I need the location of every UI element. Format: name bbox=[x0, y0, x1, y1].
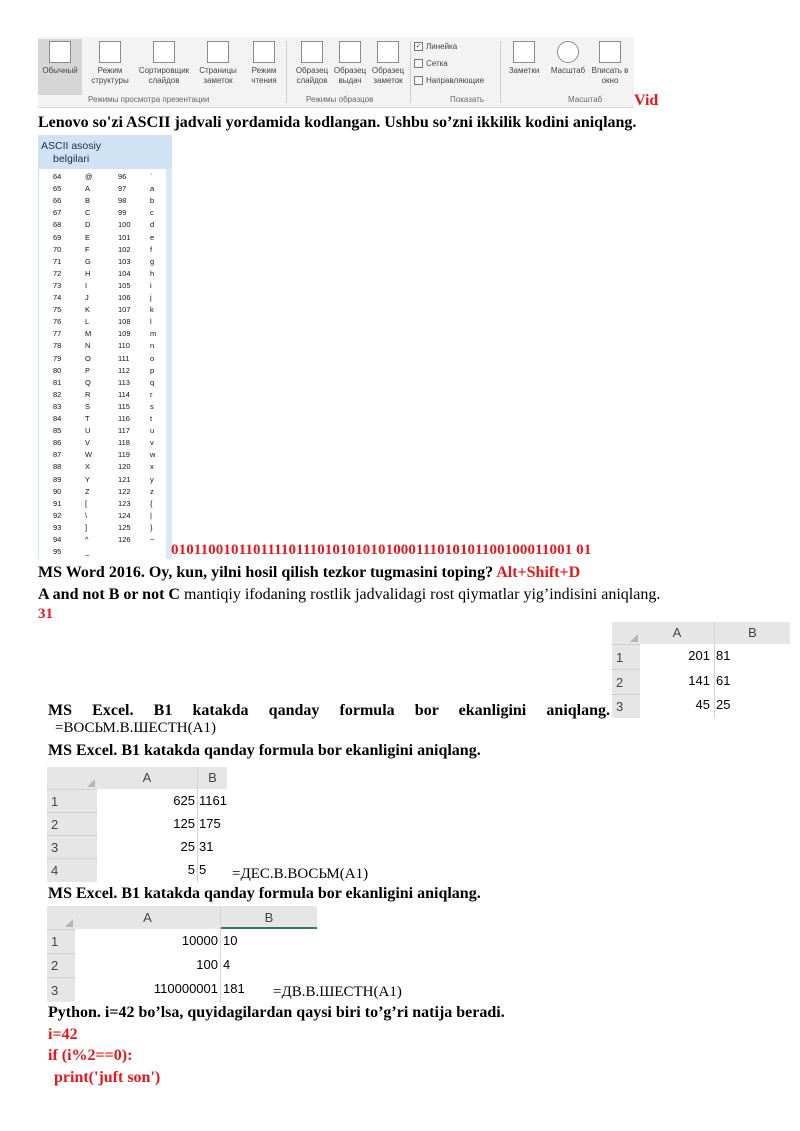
ascii-char: @ bbox=[85, 172, 93, 181]
code-line-1: i=42 bbox=[48, 1026, 78, 1043]
cell-b1[interactable]: 1161 bbox=[199, 793, 227, 808]
ascii-char: n bbox=[150, 341, 155, 351]
ascii-char: b bbox=[150, 196, 155, 206]
ascii-char: s bbox=[150, 401, 154, 411]
vid-label: Vid bbox=[634, 92, 659, 109]
row-header: 2 bbox=[47, 953, 75, 977]
group-label-zoom: Масштаб bbox=[568, 95, 603, 104]
ascii-char: Y bbox=[85, 474, 91, 484]
question-3-answer: 31 bbox=[38, 606, 53, 622]
question-2-answer: Alt+Shift+D bbox=[496, 564, 581, 581]
outline-view-icon bbox=[99, 41, 121, 63]
ascii-code: 65 bbox=[53, 184, 62, 194]
cell-b3[interactable]: 181 bbox=[223, 981, 245, 996]
ascii-char: v bbox=[150, 438, 154, 448]
ascii-table bbox=[38, 135, 172, 559]
ascii-char: c bbox=[150, 208, 154, 218]
reading-view-icon bbox=[253, 41, 275, 63]
cell-b3[interactable]: 25 bbox=[716, 697, 731, 712]
ascii-char: X bbox=[85, 462, 91, 472]
grid-checkbox[interactable]: Сетка bbox=[414, 59, 448, 68]
ascii-code: 79 bbox=[53, 353, 62, 363]
column-header-a: A bbox=[97, 767, 197, 789]
cell-b1[interactable]: 10 bbox=[223, 933, 238, 948]
ascii-char: F bbox=[85, 244, 90, 254]
ascii-code: 76 bbox=[53, 317, 62, 327]
ascii-char: A bbox=[85, 184, 91, 194]
ascii-char: a bbox=[150, 184, 155, 194]
cell-b4[interactable]: 5 bbox=[199, 862, 207, 877]
fit-to-window-button[interactable]: Вписать в окно bbox=[588, 39, 632, 95]
ascii-code: 124 bbox=[118, 510, 131, 520]
cell-b2[interactable]: 4 bbox=[223, 957, 231, 972]
row-header: 1 bbox=[47, 929, 75, 953]
ascii-code: 126 bbox=[118, 535, 131, 544]
guides-checkbox[interactable]: Направляющие bbox=[414, 76, 484, 85]
ascii-code: 92 bbox=[53, 510, 62, 520]
ruler-checkbox[interactable]: ✓ Линейка bbox=[415, 42, 458, 51]
fit-to-window-icon bbox=[599, 41, 621, 63]
ascii-code: 91 bbox=[53, 498, 62, 508]
ascii-char: i bbox=[150, 280, 152, 290]
ascii-code: 84 bbox=[53, 414, 62, 423]
ascii-code: 78 bbox=[53, 341, 62, 351]
ascii-code: 108 bbox=[118, 317, 131, 327]
ascii-table-header: ASCII asosiy belgilari bbox=[39, 135, 172, 169]
ascii-code: 77 bbox=[53, 329, 62, 339]
column-header-a: A bbox=[75, 906, 220, 929]
cell-b1[interactable]: 81 bbox=[716, 648, 731, 663]
ascii-code: 105 bbox=[118, 280, 131, 290]
group-label-show: Показать bbox=[450, 95, 485, 104]
ascii-char: R bbox=[85, 389, 91, 399]
normal-view-button[interactable]: Обычный bbox=[38, 39, 82, 95]
cell-a3[interactable]: 45 bbox=[695, 697, 710, 712]
row-header: 3 bbox=[47, 977, 75, 1002]
ascii-code: 107 bbox=[118, 305, 131, 315]
ascii-code: 95 bbox=[53, 547, 62, 557]
ascii-code: 68 bbox=[53, 220, 62, 230]
ascii-char: L bbox=[85, 317, 90, 327]
question-6-answer: =ДВ.В.ШЕСТН(A1) bbox=[273, 984, 402, 1000]
ascii-char: C bbox=[85, 208, 91, 218]
ascii-char: x bbox=[150, 462, 154, 472]
ascii-char: D bbox=[85, 220, 91, 230]
ascii-code: 113 bbox=[118, 377, 130, 387]
question-1-text: Lenovo so'zi ASCII jadvali yordamida kodlangan. Ushbu so’zni ikkilik kodini aniqlang. bbox=[38, 114, 637, 131]
ascii-code: 110 bbox=[118, 341, 130, 351]
ascii-char: } bbox=[150, 522, 153, 532]
ascii-code: 119 bbox=[118, 450, 130, 460]
row-header: 3 bbox=[612, 694, 640, 718]
cell-a3[interactable]: 110000001 bbox=[153, 981, 218, 996]
cell-a3[interactable]: 25 bbox=[180, 839, 195, 854]
slide-master-icon bbox=[301, 41, 323, 63]
excel-grid-q4 bbox=[612, 622, 790, 718]
ascii-code: 102 bbox=[118, 244, 131, 254]
notes-master-button[interactable]: Образец заметок bbox=[366, 39, 410, 95]
cell-a1[interactable]: 625 bbox=[173, 793, 195, 808]
cell-a2[interactable]: 141 bbox=[688, 673, 710, 688]
ascii-code: 70 bbox=[53, 244, 62, 254]
ascii-code: 67 bbox=[53, 208, 62, 218]
question-1-answer: 010110010110111101110101010101000111010101100100011001 01 bbox=[171, 542, 592, 558]
ascii-char: [ bbox=[85, 498, 88, 508]
ascii-code: 69 bbox=[53, 232, 62, 242]
ascii-code: 72 bbox=[53, 268, 62, 278]
group-label-presentation-views: Режимы просмотра презентации bbox=[88, 95, 210, 104]
ascii-char: I bbox=[85, 280, 88, 290]
row-header: 2 bbox=[47, 812, 97, 835]
ascii-code: 116 bbox=[118, 414, 130, 423]
ascii-char: u bbox=[150, 426, 155, 436]
row-header: 3 bbox=[47, 835, 97, 858]
ascii-char: _ bbox=[85, 547, 90, 557]
ascii-code: 94 bbox=[53, 535, 62, 544]
ascii-code: 73 bbox=[53, 280, 62, 290]
row-header: 1 bbox=[612, 644, 640, 669]
ascii-code: 101 bbox=[118, 232, 131, 242]
ascii-code: 103 bbox=[118, 256, 131, 266]
ascii-char: N bbox=[85, 341, 91, 351]
cell-a2[interactable]: 125 bbox=[173, 816, 195, 831]
question-6-text: MS Excel. B1 katakda qanday formula bor ekanligini aniqlang. bbox=[48, 885, 481, 902]
ascii-char: f bbox=[150, 244, 153, 254]
ascii-char: { bbox=[150, 498, 153, 508]
ascii-char: K bbox=[85, 305, 91, 315]
ascii-char: y bbox=[150, 474, 154, 484]
ascii-char: ~ bbox=[150, 535, 155, 544]
ascii-char: p bbox=[150, 365, 155, 375]
ascii-char: E bbox=[85, 232, 91, 242]
zoom-button[interactable]: Масштаб bbox=[546, 39, 590, 95]
cell-a4[interactable]: 5 bbox=[187, 862, 195, 877]
ascii-char: W bbox=[85, 450, 93, 460]
ascii-code: 118 bbox=[118, 438, 130, 448]
column-header-a: A bbox=[640, 622, 714, 644]
ascii-char: \ bbox=[85, 510, 88, 520]
ascii-code: 115 bbox=[118, 401, 130, 411]
ascii-code: 90 bbox=[53, 486, 62, 496]
notes-icon bbox=[513, 41, 535, 63]
ascii-code: 120 bbox=[118, 462, 131, 472]
cell-b3[interactable]: 31 bbox=[199, 839, 214, 854]
ascii-code: 109 bbox=[118, 329, 131, 339]
ascii-char: G bbox=[85, 256, 91, 266]
ascii-char: t bbox=[150, 414, 153, 423]
ascii-char: H bbox=[85, 268, 91, 278]
ascii-char: ` bbox=[150, 172, 153, 181]
ascii-code: 122 bbox=[118, 486, 131, 496]
ascii-code: 123 bbox=[118, 498, 131, 508]
question-5-answer: =ДЕС.В.ВОСЬМ(A1) bbox=[232, 866, 369, 882]
question-4-text: MS Excel. B1 katakda qanday formula bor ekanligini aniqlang. bbox=[48, 702, 610, 719]
ascii-char: U bbox=[85, 426, 91, 436]
ascii-code: 104 bbox=[118, 268, 131, 278]
ascii-char: V bbox=[85, 438, 91, 448]
slide-master-button[interactable]: Образец слайдов bbox=[290, 39, 334, 95]
group-label-master-views: Режимы образцов bbox=[306, 95, 374, 104]
question-7-text: Python. i=42 bo’lsa, quyidagilardan qaysi biri to’g’ri natija beradi. bbox=[48, 1004, 505, 1021]
ascii-char: o bbox=[150, 353, 155, 363]
ascii-char: w bbox=[150, 450, 156, 460]
ascii-char: T bbox=[85, 414, 90, 423]
notes-master-icon bbox=[377, 41, 399, 63]
column-header-b: B bbox=[715, 622, 790, 644]
ascii-code: 88 bbox=[53, 462, 62, 472]
ascii-code: 98 bbox=[118, 196, 127, 206]
ascii-char: P bbox=[85, 365, 91, 375]
reading-view-button[interactable]: Режим чтения bbox=[242, 39, 286, 95]
ascii-code: 111 bbox=[118, 353, 130, 363]
zoom-icon bbox=[557, 41, 579, 63]
column-header-b: B bbox=[221, 906, 317, 929]
question-2-text: MS Word 2016. Oy, kun, yilni hosil qilish tezkor tugmasini toping? bbox=[38, 564, 494, 581]
ascii-char: Z bbox=[85, 486, 90, 496]
ascii-code: 97 bbox=[118, 184, 127, 194]
ascii-char: l bbox=[150, 317, 152, 327]
row-header: 1 bbox=[47, 789, 97, 812]
ascii-code: 74 bbox=[53, 293, 62, 302]
ascii-char: q bbox=[150, 377, 155, 387]
outline-view-button[interactable]: Режим структуры bbox=[88, 39, 132, 95]
handout-master-button[interactable]: Образец выдач bbox=[328, 39, 372, 95]
ascii-char: r bbox=[150, 389, 153, 399]
ascii-char: Q bbox=[85, 377, 91, 387]
ascii-char: g bbox=[150, 256, 155, 266]
handout-master-icon bbox=[339, 41, 361, 63]
notes-button[interactable]: Заметки bbox=[502, 39, 546, 95]
ascii-char: O bbox=[85, 353, 91, 363]
excel-grid-q5 bbox=[47, 767, 227, 882]
slide-sorter-icon bbox=[153, 41, 175, 63]
cell-b2[interactable]: 175 bbox=[199, 816, 221, 831]
ascii-code: 114 bbox=[118, 389, 130, 399]
ascii-char: z bbox=[150, 486, 154, 496]
cell-a2[interactable]: 100 bbox=[196, 957, 218, 972]
cell-b2[interactable]: 61 bbox=[716, 673, 731, 688]
ascii-char: d bbox=[150, 220, 155, 230]
ascii-char: B bbox=[85, 196, 91, 206]
ascii-char: k bbox=[150, 305, 154, 315]
ascii-code: 64 bbox=[53, 172, 62, 181]
ascii-code: 93 bbox=[53, 522, 62, 532]
ascii-code: 121 bbox=[118, 474, 131, 484]
ascii-char: j bbox=[150, 293, 152, 302]
ascii-char: S bbox=[85, 401, 91, 411]
question-5-text: MS Excel. B1 katakda qanday formula bor ekanligini aniqlang. bbox=[48, 742, 481, 759]
ascii-char: h bbox=[150, 268, 155, 278]
ascii-code: 89 bbox=[53, 474, 62, 484]
slide-sorter-button[interactable]: Сортировщик слайдов bbox=[138, 39, 190, 95]
column-header-b: B bbox=[198, 767, 227, 789]
question-3-text: mantiqiy ifodaning rostlik jadvalidagi rost qiymatlar yig’indisini aniqlang. bbox=[179, 586, 661, 603]
ascii-code: 66 bbox=[53, 196, 62, 206]
ascii-code: 71 bbox=[53, 256, 62, 266]
ascii-code: 80 bbox=[53, 365, 62, 375]
ribbon-screenshot bbox=[38, 37, 634, 108]
cell-a1[interactable]: 201 bbox=[688, 648, 710, 663]
ascii-code: 106 bbox=[118, 293, 131, 302]
question-2 bbox=[38, 564, 580, 582]
ascii-char: J bbox=[85, 293, 89, 302]
question-4-answer: =ВОСЬМ.В.ШЕСТН(A1) bbox=[55, 720, 216, 736]
ascii-code: 81 bbox=[53, 377, 62, 387]
ascii-code: 96 bbox=[118, 172, 127, 181]
question-3-expression: A and not B or not C bbox=[38, 586, 180, 603]
ascii-code: 82 bbox=[53, 389, 62, 399]
ascii-char: ^ bbox=[85, 535, 89, 544]
ascii-code: 83 bbox=[53, 401, 62, 411]
cell-a1[interactable]: 10000 bbox=[181, 933, 218, 948]
notes-page-button[interactable]: Страницы заметок bbox=[196, 39, 240, 95]
ascii-code: 117 bbox=[118, 426, 130, 436]
ascii-char: | bbox=[150, 510, 152, 520]
ascii-code: 100 bbox=[118, 220, 131, 230]
notes-page-icon bbox=[207, 41, 229, 63]
normal-view-icon bbox=[49, 41, 71, 63]
ascii-code: 86 bbox=[53, 438, 62, 448]
ascii-code: 125 bbox=[118, 522, 131, 532]
ascii-code: 99 bbox=[118, 208, 127, 218]
ascii-char: e bbox=[150, 232, 155, 242]
row-header: 2 bbox=[612, 669, 640, 694]
ascii-code: 112 bbox=[118, 365, 130, 375]
code-line-3: print('juft son') bbox=[38, 1069, 161, 1086]
ascii-code: 75 bbox=[53, 305, 62, 315]
ascii-char: ] bbox=[85, 522, 88, 532]
ascii-code: 87 bbox=[53, 450, 62, 460]
excel-grid-q6 bbox=[47, 906, 272, 1002]
code-line-2: if (i%2==0): bbox=[48, 1047, 133, 1064]
row-header: 4 bbox=[47, 858, 97, 882]
ascii-char: m bbox=[150, 329, 157, 339]
ascii-code: 85 bbox=[53, 426, 62, 436]
ascii-char: M bbox=[85, 329, 92, 339]
question-3 bbox=[38, 586, 660, 604]
